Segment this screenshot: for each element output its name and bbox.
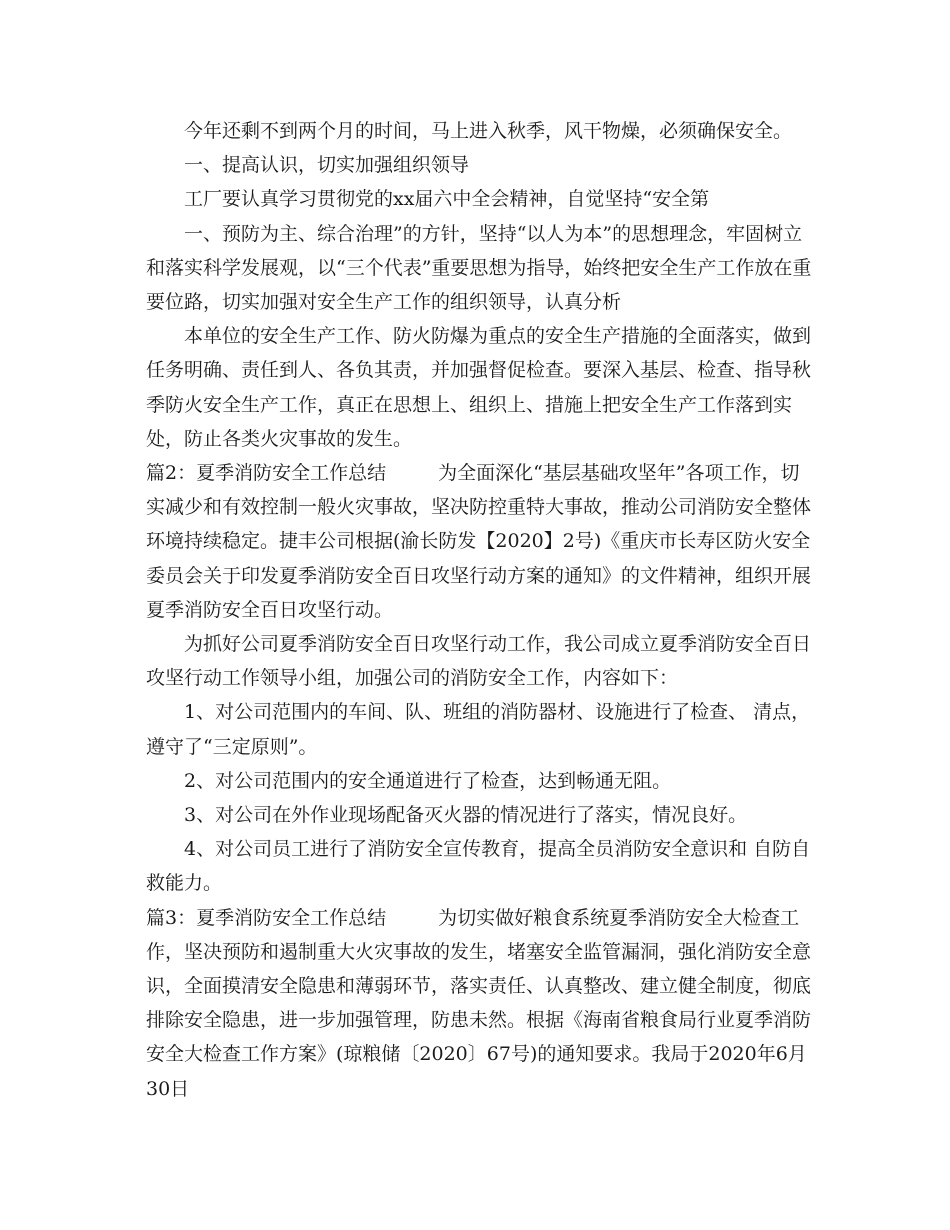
list-item: 4、对公司员工进行了消防安全宣传教育，提高全员消防安全意识和 自防自救能力。 (146, 838, 811, 895)
section-2 (146, 456, 814, 627)
paragraph-heading-1: 一、提高认识，切实加强组织领导 (184, 154, 470, 177)
list-item: 2、对公司范围内的安全通道进行了检查，达到畅通无阻。 (184, 769, 672, 792)
list-item: 1、对公司范围内的车间、队、班组的消防器材、设施进行了检查、 清点，遵守了“三定原则”。 (146, 701, 811, 758)
section-2-heading: 篇2：夏季消防安全工作总结 (146, 462, 387, 485)
paragraph-leadership: 为抓好公司夏季消防安全百日攻坚行动工作，我公司成立夏季消防安全百日攻坚行动工作领导小组，加强公司的消防安全工作，内容如下： (146, 633, 812, 690)
section-3-text: 为切实做好粮食系统夏季消防安全大检查工作，坚决预防和遏制重大火灾事故的发生，堵塞安全监管漏洞，强化消防安全意识，全面摸清安全隐患和薄弱环节，落实责任、认真整改、建立健全制度，彻底排除安全隐患，进一步加强管理，防患未然。根据《海南省粮食局行业夏季消防安全大检查工作方案》(琼粮储〔2020〕67号)的通知要求。我局于2020年6月30日 (146, 906, 812, 1100)
paragraph-intro: 今年还剩不到两个月的时间，马上进入秋季，风干物燥，必须确保安全。 (184, 120, 793, 142)
section-2-text: 为全面深化“基层基础攻坚年”各项工作，切实减少和有效控制一般火灾事故，坚决防控重特大事故，推动公司消防安全整体环境持续稳定。捷丰公司根据(渝长防发【2020】2号)《重庆市长寿区防火安全委员会关于印发夏季消防安全百日攻坚行动方案的通知》的文件精神，组织开展夏季消防安全百日攻坚行动。 (146, 462, 812, 621)
list-item: 3、对公司在外作业现场配备灭火器的情况进行了落实，情况良好。 (184, 804, 748, 827)
paragraph-factory: 工厂要认真学习贯彻党的xx届六中全会精神，自觉坚持“安全第 (184, 188, 710, 211)
paragraph-unit: 本单位的安全生产工作、防火防爆为重点的安全生产措施的全面落实，做到任务明确、责任到人、各负其责，并加强督促检查。要深入基层、检查、指导秋季防火安全生产工作，真正在思想上、组织上、措施上把安全生产工作落到实处，防止各类火灾事故的发生。 (146, 325, 812, 450)
document-body (146, 114, 814, 1106)
section-3 (146, 901, 814, 1106)
section-3-heading: 篇3：夏季消防安全工作总结 (146, 906, 387, 929)
paragraph-policy: 一、预防为主、综合治理”的方针，坚持“以人为本”的思想理念，牢固树立和落实科学发展观，以“三个代表”重要思想为指导，始终把安全生产工作放在重要位路，切实加强对安全生产工作的组织领导，认真分析 (146, 222, 812, 314)
